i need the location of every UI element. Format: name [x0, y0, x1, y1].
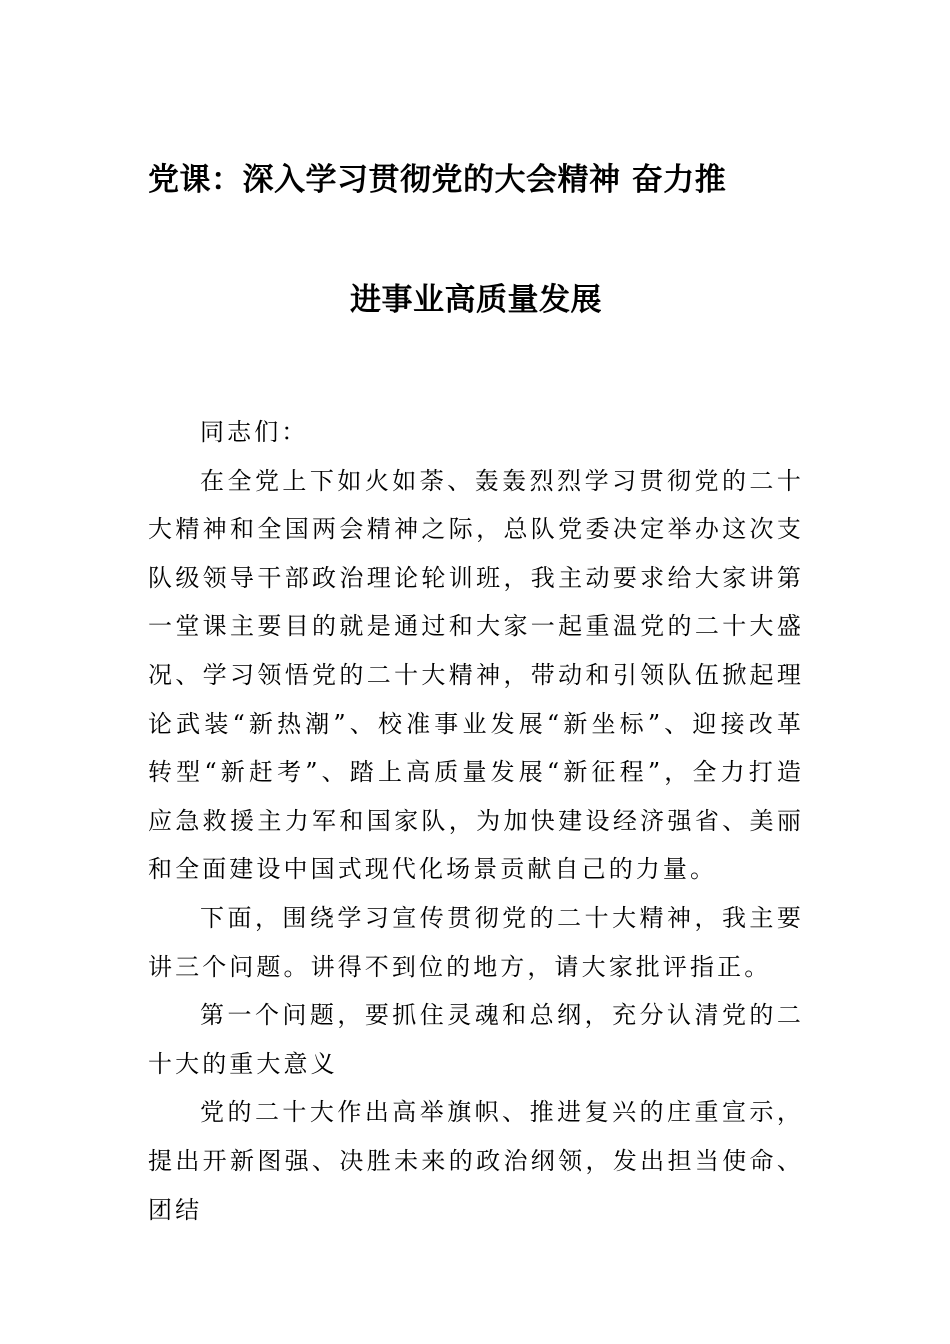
paragraph-first-question-body: 党的二十大作出高举旗帜、推进复兴的庄重宣示，提出开新图强、决胜未来的政治纲领，发出担当使命、团结: [148, 1098, 804, 1224]
document-title-line-2: 进事业高质量发展: [350, 282, 602, 318]
paragraph-first-question-heading: 第一个问题，要抓住灵魂和总纲，充分认清党的二十大的重大意义: [148, 1001, 804, 1078]
document-body: [148, 408, 804, 1234]
paragraph-salutation: 同志们：: [200, 418, 309, 446]
paragraph-introduction: 在全党上下如火如荼、轰轰烈烈学习贯彻党的二十大精神和全国两会精神之际，总队党委决定举办这次支队级领导干部政治理论轮训班，我主动要求给大家讲第一堂课主要目的就是通过和大家一起重温党的二十大盛况、学习领悟党的二十大精神，带动和引领队伍掀起理论武装“新热潮”、校准事业发展“新坐标”、迎接改革转型“新赶考”、踏上高质量发展“新征程”，全力打造应急救援主力军和国家队，为加快建设经济强省、美丽和全面建设中国式现代化场景贡献自己的力量。: [148, 466, 804, 884]
paragraph-outline: 下面，围绕学习宣传贯彻党的二十大精神，我主要讲三个问题。讲得不到位的地方，请大家批评指正。: [148, 903, 804, 981]
document-title-line-1: 党课：深入学习贯彻党的大会精神 奋力推: [148, 162, 727, 198]
